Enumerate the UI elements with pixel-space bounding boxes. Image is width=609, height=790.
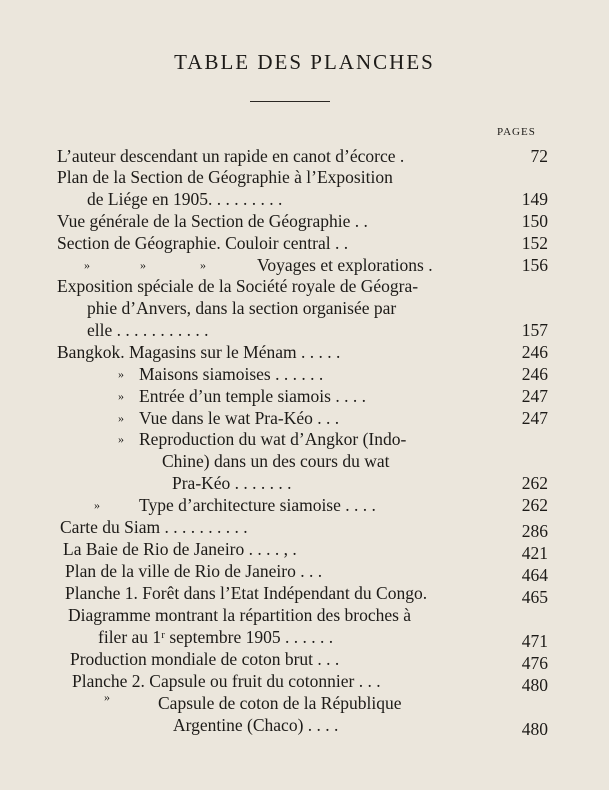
ditto-mark: » [118,411,124,425]
pages-column-label: PAGES [497,126,536,138]
entry-title-line: Section de Géographie. Couloir central . . [57,233,349,253]
entry-title-line: Planche 1. Forêt dans l’Etat Indépendant du Congo. [65,583,428,603]
entry-title-line: Plan de la Section de Géographie à l’Exposition [57,167,393,187]
entry-title-line: Vue générale de la Section de Géographie . . [57,211,368,231]
entry-page-number: 152 [521,233,548,253]
entry-title-line: Exposition spéciale de la Société royale de Géogra- [57,276,419,296]
entry-page-number: 476 [521,653,548,673]
ditto-mark: » [94,498,100,512]
entry-title-line: Vue dans le wat Pra-Kéo . . . [139,408,340,428]
entry-title-line: Planche 2. Capsule ou fruit du cotonnier . . . [72,671,381,691]
entry-title-line: elle . . . . . . . . . . . [87,320,209,340]
entry-page-number: 421 [521,543,548,563]
entry-page-number: 150 [521,211,548,231]
entry-title-line: Maisons siamoises . . . . . . [139,364,324,384]
entry-title-line: Type d’architecture siamoise . . . . [139,495,376,515]
entry-page-number: 480 [521,719,548,739]
entry-title-line: Voyages et explorations . [257,255,433,275]
entry-title-line: Entrée d’un temple siamois . . . . [139,386,366,406]
entry-title-line: de Liége en 1905. . . . . . . . . [87,189,283,209]
entry-title-line: Capsule de coton de la République [158,693,402,713]
ditto-mark: » [200,258,206,272]
ditto-mark: » [118,367,124,381]
entry-page-number: 286 [521,521,548,541]
entry-page-number: 262 [521,495,548,515]
entry-title-line: Production mondiale de coton brut . . . [70,649,340,669]
page-title: TABLE DES PLANCHES [174,50,435,74]
entry-page-number: 471 [521,631,548,651]
entry-title-line: phie d’Anvers, dans la section organisée par [87,298,397,318]
entry-title-line: Plan de la ville de Rio de Janeiro . . . [65,561,323,581]
title-rule [250,101,330,102]
entry-title-line: Reproduction du wat d’Angkor (Indo- [139,429,407,449]
entry-page-number: 246 [521,364,548,384]
ditto-mark: » [140,258,146,272]
entry-page-number: 247 [521,408,548,428]
entry-title-line: Diagramme montrant la répartition des broches à [68,605,412,625]
entry-page-number: 465 [521,587,548,607]
ditto-mark: » [84,258,90,272]
entry-page-number: 262 [521,473,548,493]
entry-page-number: 156 [521,255,548,275]
entry-page-number: 480 [521,675,548,695]
entry-title-line: Chine) dans un des cours du wat [162,451,390,471]
entry-page-number: 157 [521,320,548,340]
entry-title-line: filer au 1ʳ septembre 1905 . . . . . . [98,627,334,647]
entry-title-line: Bangkok. Magasins sur le Ménam . . . . . [57,342,341,362]
entry-title-line: Carte du Siam . . . . . . . . . . [60,517,248,537]
entry-page-number: 246 [521,342,548,362]
entry-title-line: Argentine (Chaco) . . . . [173,715,339,735]
entry-title-line: L’auteur descendant un rapide en canot d’écorce . [57,146,405,166]
entry-title-line: Pra-Kéo . . . . . . . [172,473,292,493]
entry-page-number: 149 [521,189,548,209]
ditto-mark: » [118,432,124,446]
entry-title-line: La Baie de Rio de Janeiro . . . . , . [63,539,297,559]
entry-page-number: 247 [521,386,548,406]
entry-page-number: 464 [521,565,548,585]
entry-page-number: 72 [530,146,548,166]
ditto-mark: » [118,389,124,403]
ditto-mark: » [104,690,110,704]
